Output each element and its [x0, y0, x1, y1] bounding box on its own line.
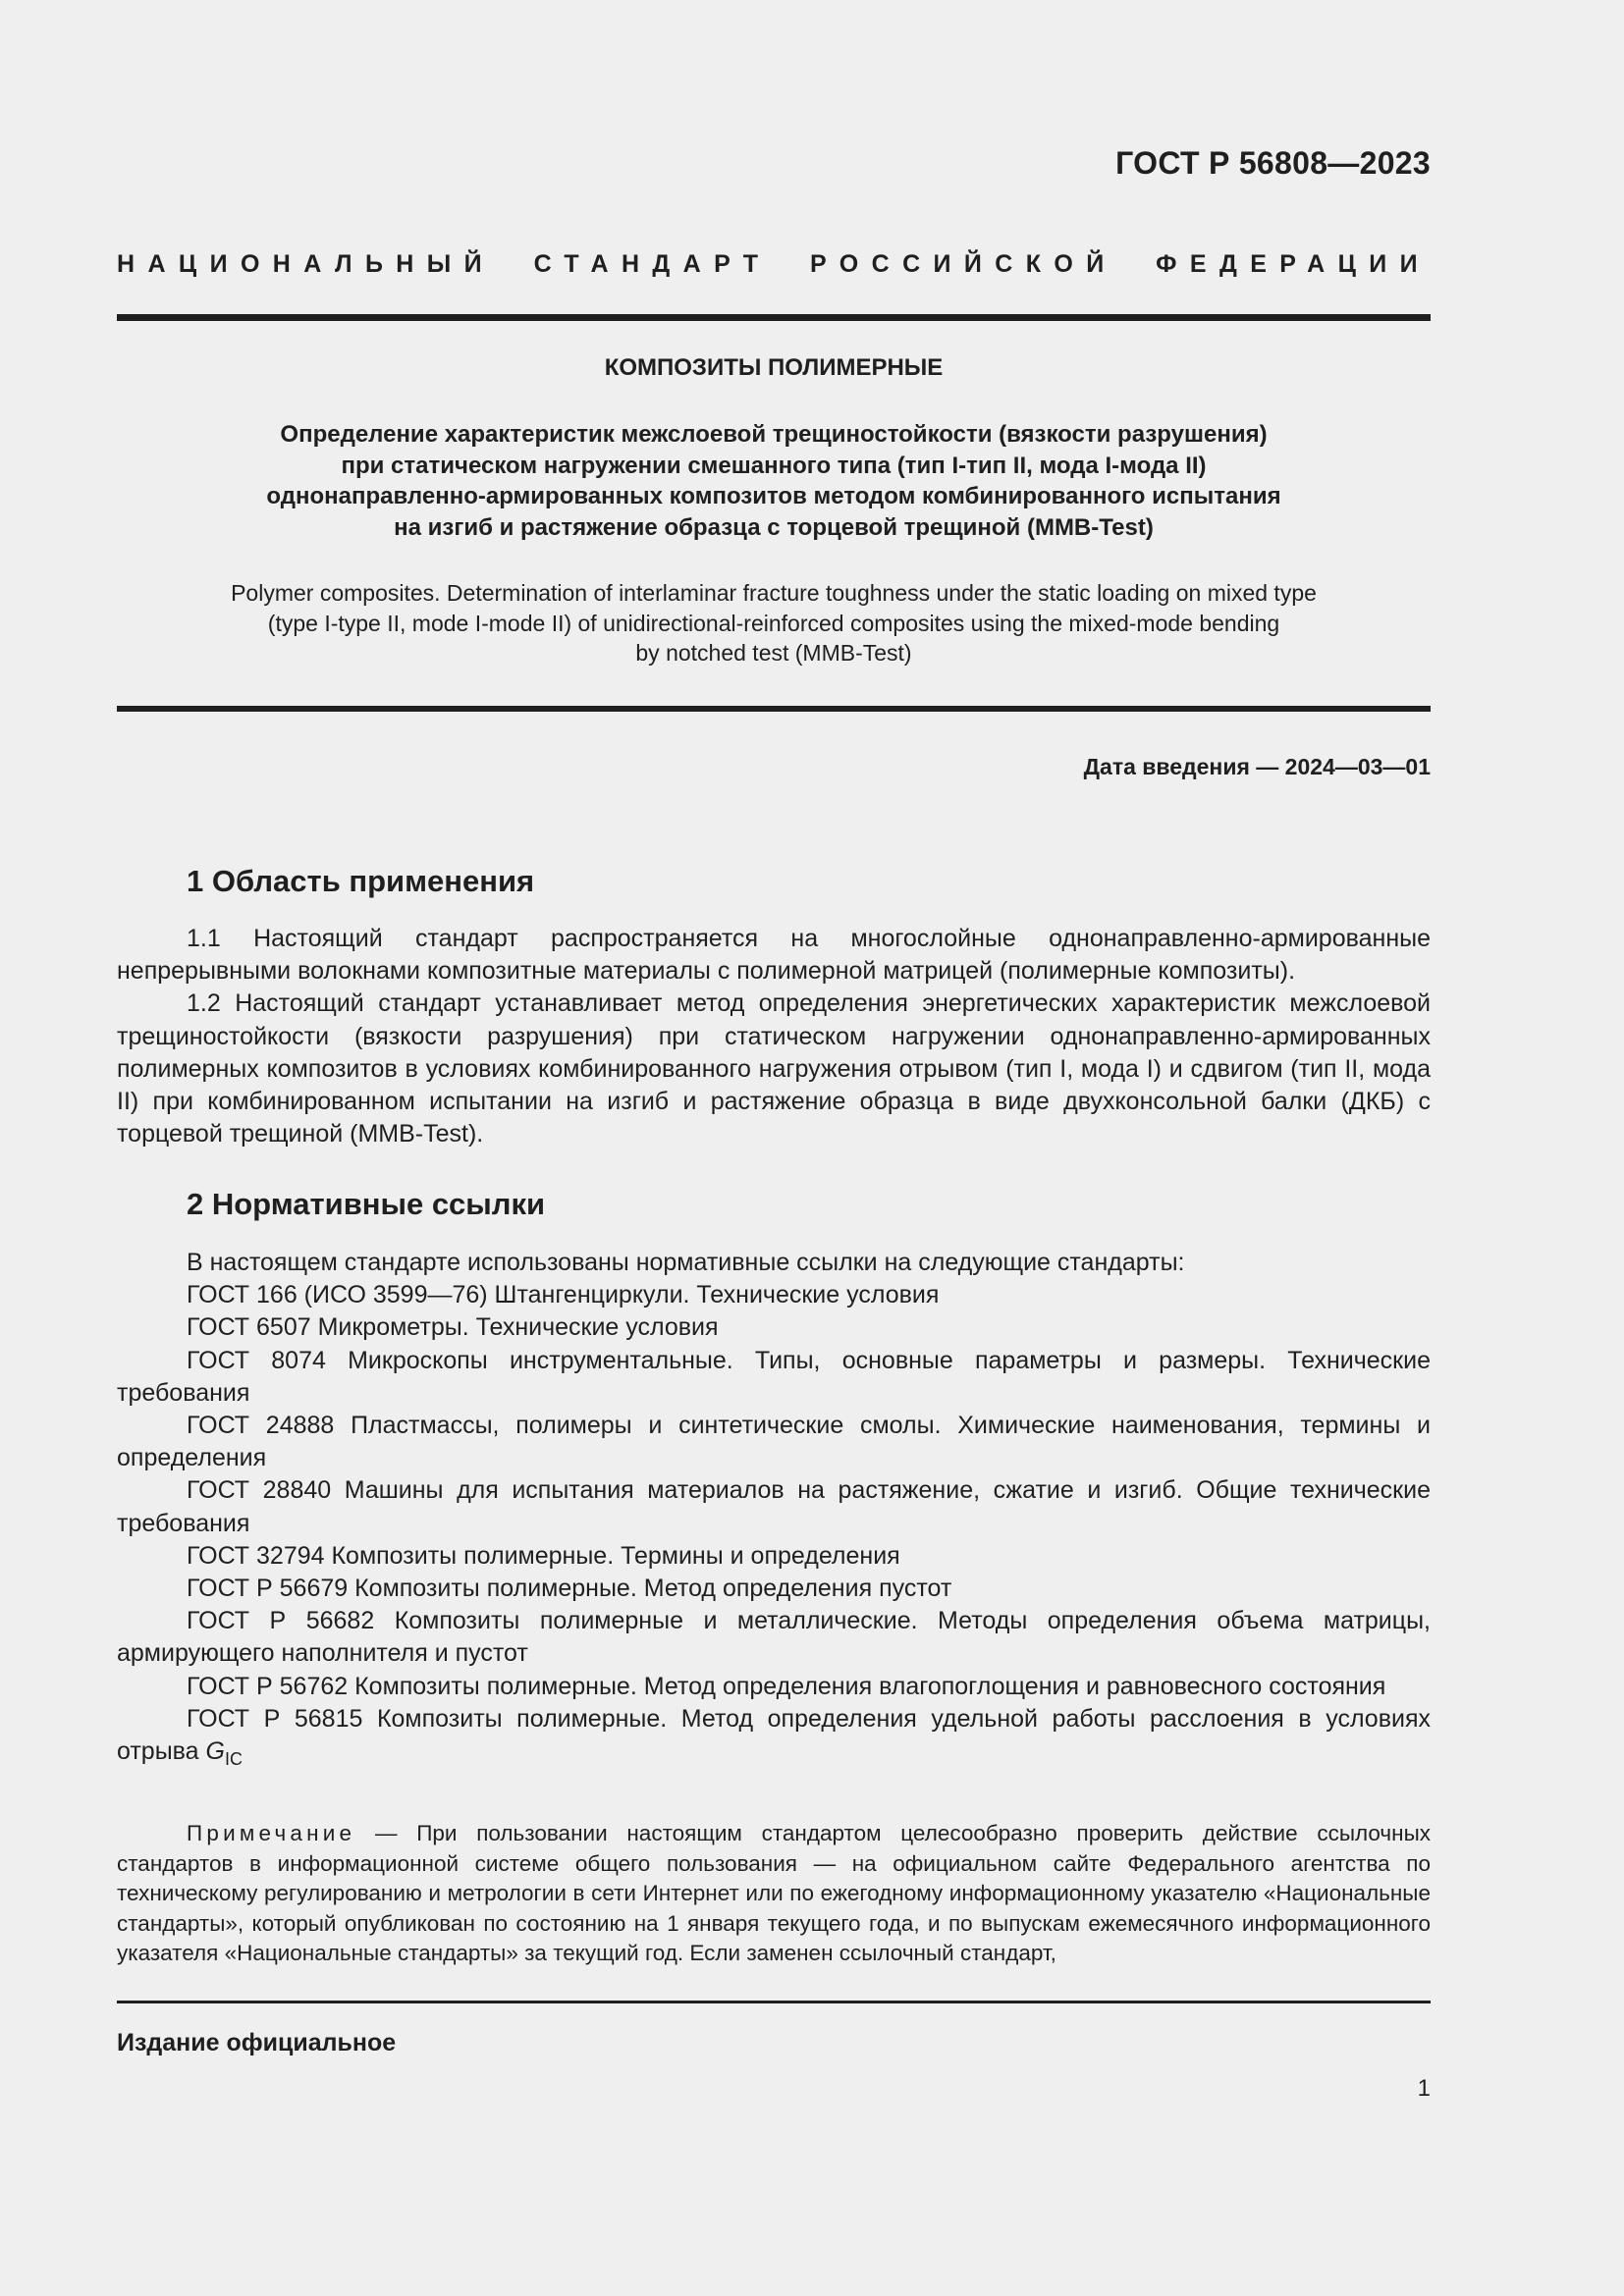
formula-symbol: G [205, 1737, 225, 1766]
introduction-date: Дата введения — 2024—03—01 [1083, 754, 1431, 779]
reference-item [117, 1703, 1431, 1776]
reference-item: ГОСТ 24888 Пластмассы, полимеры и синтетические смолы. Химические наименования, термины и определения [117, 1412, 1431, 1472]
section-heading-references: 2 Нормативные ссылки [187, 1187, 546, 1221]
reference-item: ГОСТ Р 56679 Композиты полимерные. Метод определения пустот [187, 1575, 952, 1603]
reference-item: ГОСТ 166 (ИСО 3599—76) Штангенциркули. Технические условия [187, 1281, 940, 1309]
note-label: Примечание [187, 1821, 356, 1845]
paragraph: 1.1 Настоящий стандарт распространяется на многослойные однонаправленно-армированные непрерывными волокнами композитные материалы с полимерной матрицей (полимерные композиты). [117, 925, 1431, 986]
note-text: — При пользовании настоящим стандартом целесообразно проверить действие ссылочных стандартов в информационной системе общего пользования — на официальном сайте Федерального агентства по техническому регулированию и метрологии в сети Интернет или по ежегодному информационному указателю «Национальные стандарты», который опубликован по состоянию на 1 января текущего года, и по выпускам ежемесячного информационного указателя «Национальные стандарты» за текущий год. Если заменен ссылочный стандарт, [117, 1821, 1431, 1965]
reference-item: ГОСТ 6507 Микрометры. Технические условия [187, 1313, 719, 1342]
subtitle-line: Определение характеристик межслоевой трещиностойкости (вязкости разрушения) [280, 421, 1268, 448]
reference-item: ГОСТ 32794 Композиты полимерные. Термины и определения [187, 1541, 900, 1570]
section-body-references [117, 1247, 1431, 1776]
document-subtitle [176, 419, 1372, 543]
reference-item: ГОСТ Р 56762 Композиты полимерные. Метод определения влагопоглощения и равновесного состояния [187, 1672, 1386, 1700]
national-standard-banner: НАЦИОНАЛЬНЫЙ СТАНДАРТ РОССИЙСКОЙ ФЕДЕРАЦИИ [117, 250, 1431, 278]
english-title-line: by notched test (MMB-Test) [635, 640, 912, 666]
reference-item: ГОСТ Р 56682 Композиты полимерные и металлические. Методы определения объема матрицы, армирующего наполнителя и пустот [117, 1607, 1431, 1668]
reference-item: ГОСТ 8074 Микроскопы инструментальные. Типы, основные параметры и размеры. Технические требования [117, 1346, 1431, 1407]
section-body-scope [117, 923, 1431, 1150]
document-title: КОМПОЗИТЫ ПОЛИМЕРНЫЕ [604, 354, 944, 381]
paragraph: 1.2 Настоящий стандарт устанавливает метод определения энергетических характеристик межслоевой трещиностойкости (вязкости разрушения) при статическом нагружении однонаправленно-армированных полимерных композитов в условиях комбинированного нагружения отрывом (тип I, мода I) и сдвигом (тип II, мода II) при комбинированном испытании на изгиб и растяжение образца в виде двухконсольной балки (ДКБ) с торцевой трещиной (MMB-Test). [117, 989, 1431, 1148]
document-number: ГОСТ Р 56808—2023 [1115, 145, 1431, 181]
footer-divider [117, 2001, 1431, 2003]
top-divider [117, 314, 1431, 321]
references-intro: В настоящем стандарте использованы нормативные ссылки на следующие стандарты: [187, 1249, 1185, 1276]
official-edition-label: Издание официальное [117, 2029, 397, 2056]
page-number: 1 [1417, 2075, 1431, 2102]
note-block [117, 1819, 1431, 1969]
reference-text: ГОСТ Р 56815 Композиты полимерные. Метод определения удельной работы расслоения в условиях отрыва [117, 1704, 1431, 1766]
english-title-line: (type I-type II, mode I-mode II) of unidirectional-reinforced composites using the mixed-mode bending [267, 610, 1280, 636]
subtitle-line: при статическом нагружении смешанного типа (тип I-тип II, мода I-мода II) [341, 452, 1207, 479]
subtitle-line: на изгиб и растяжение образца с торцевой трещиной (MMB-Test) [394, 513, 1154, 541]
formula-subscript: IC [224, 1749, 243, 1770]
title-divider [117, 706, 1431, 712]
subtitle-line: однонаправленно-армированных композитов методом комбинированного испытания [266, 483, 1281, 509]
reference-item: ГОСТ 28840 Машины для испытания материалов на растяжение, сжатие и изгиб. Общие технические требования [117, 1476, 1431, 1537]
section-heading-scope: 1 Область применения [187, 864, 535, 898]
english-title [156, 578, 1391, 668]
english-title-line: Polymer composites. Determination of interlaminar fracture toughness under the static loading on mixed type [231, 580, 1317, 606]
